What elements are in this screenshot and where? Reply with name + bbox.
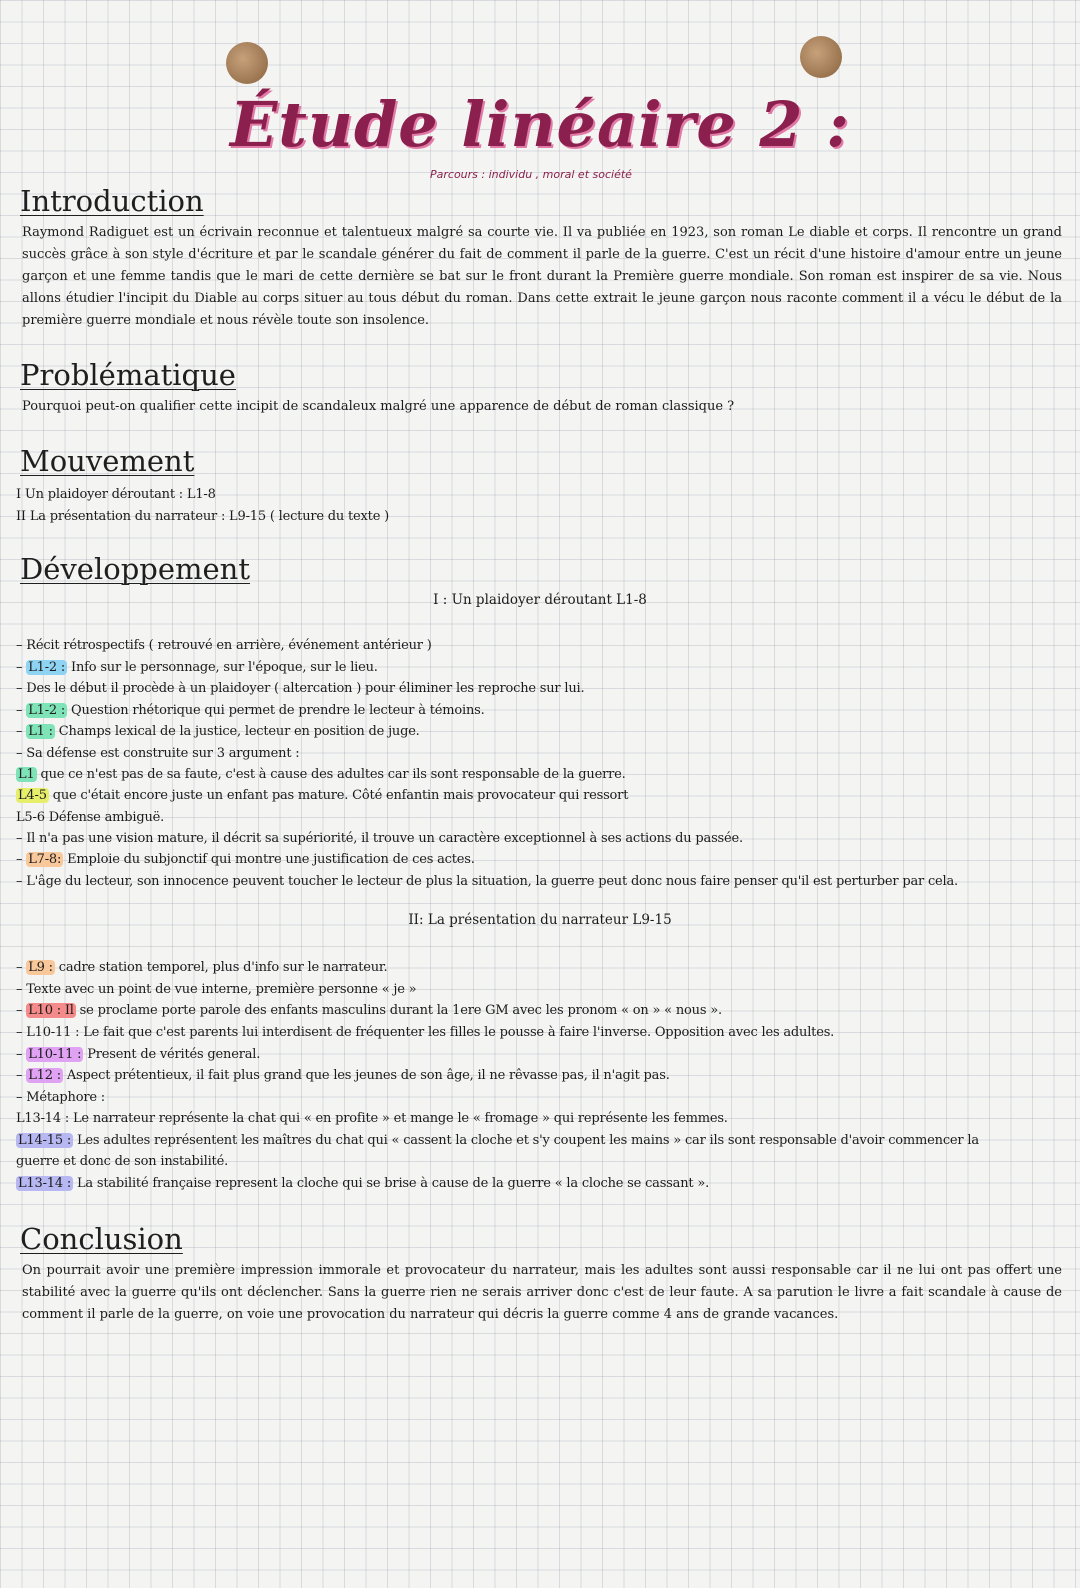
list-item: – L12 : Aspect prétentieux, il fait plus grand que les jeunes de son âge, il ne rêvasse pas, il n'agit pas.: [16, 1068, 670, 1083]
mouvement-item-number: II: [16, 509, 26, 524]
list-item: – Sa défense est construite sur 3 argument :: [16, 746, 300, 761]
line-ref-tag: L14-15 :: [18, 1133, 72, 1148]
list-item: L1 que ce n'est pas de sa faute, c'est à cause des adultes car ils sont responsable de la guerre.: [18, 767, 626, 782]
line-ref-tag: L12 :: [28, 1068, 61, 1083]
mouvement-heading: Mouvement: [20, 444, 195, 478]
list-item: L13-14 : Le narrateur représente la chat qui « en profite » et mange le « fromage » qui représente les femmes.: [16, 1111, 728, 1126]
problematique-heading: Problématique: [20, 358, 236, 392]
developpement-heading: Développement: [20, 552, 250, 586]
part1-title: I : Un plaidoyer déroutant L1-8: [433, 592, 647, 608]
problematique-text: Pourquoi peut-on qualifier cette incipit de scandaleux malgré une apparence de début de roman classique ?: [22, 399, 735, 414]
page-subtitle: Parcours : individu , moral et société: [430, 168, 632, 181]
line-ref-tag: L10-11 :: [28, 1047, 82, 1062]
list-item: L14-15 : Les adultes représentent les maîtres du chat qui « cassent la cloche et s'y coupent les mains » car ils sont responsable d'avoir commencer la: [18, 1133, 979, 1148]
line-ref-tag: L7-8:: [28, 852, 62, 867]
mouvement-item-text: Un plaidoyer déroutant : L1-8: [24, 487, 216, 502]
conclusion-text: On pourrait avoir une première impression immorale et provocateur du narrateur, mais les adultes sont aussi responsable car il ne lui ont pas offert une stabilité avec la guerre qu'ils ont déclencher. Sans la guerre rien ne serais arriver donc c'est de leur faute. A sa parution le livre a fait scandale à cause de comment il parle de la guerre, on voie une provocation du narrateur qui décris la guerre comme 4 ans de grande vacances.: [22, 1263, 1062, 1322]
list-item: – L10-11 : Le fait que c'est parents lui interdisent de fréquenter les filles le pousse à faire l'inverse. Opposition avec les adultes.: [16, 1025, 835, 1040]
binder-hole-right: [800, 36, 842, 78]
list-item: – Récit rétrospectifs ( retrouvé en arrière, événement antérieur ): [16, 638, 432, 653]
list-item: L5-6 Défense ambiguë.: [16, 810, 165, 825]
list-item: – L1-2 : Info sur le personnage, sur l'époque, sur le lieu.: [16, 660, 378, 675]
part2-title: II: La présentation du narrateur L9-15: [408, 912, 672, 928]
mouvement-item-2: [16, 507, 389, 527]
list-item: – Métaphore :: [16, 1090, 105, 1105]
line-ref-tag: L4-5: [18, 788, 47, 803]
line-ref-tag: L1-2 :: [28, 703, 66, 718]
page-title: Étude linéaire 2 :: [229, 88, 851, 161]
list-item: guerre et donc de son instabilité.: [16, 1154, 228, 1169]
list-item: – L1-2 : Question rhétorique qui permet de prendre le lecteur à témoins.: [16, 703, 485, 718]
conclusion-heading: Conclusion: [20, 1222, 183, 1256]
list-item: – L'âge du lecteur, son innocence peuvent toucher le lecteur de plus la situation, la guerre peut donc nous faire penser qu'il est perturber par cela.: [16, 874, 958, 889]
introduction-heading: Introduction: [20, 184, 204, 218]
line-ref-tag: L13-14 :: [18, 1176, 72, 1191]
list-item: – Il n'a pas une vision mature, il décrit sa supériorité, il trouve un caractère exceptionnel à ses actions du passée.: [16, 831, 743, 846]
line-ref-tag: L1-2 :: [28, 660, 66, 675]
introduction-text: Raymond Radiguet est un écrivain reconnue et talentueux malgré sa courte vie. Il va publiée en 1923, son roman Le diable et corps. Il rencontre un grand succès grâce à son style d'écriture et par le scandale générer du fait de comment il parle de la guerre. C'est un récit d'une histoire d'amour entre un jeune garçon et une femme tandis que le mari de cette dernière se bat sur le front durant la Première guerre mondiale. Son roman est inspirer de sa vie. Nous allons étudier l'incipit du Diable au corps situer au tous début du roman. Dans cette extrait le jeune garçon nous raconte comment il a vécu le début de la première guerre mondiale et nous révèle toute son insolence.: [22, 225, 1062, 328]
list-item: – L10-11 : Present de vérités general.: [16, 1047, 261, 1062]
list-item: – Des le début il procède à un plaidoyer ( altercation ) pour éliminer les reproche sur lui.: [16, 681, 585, 696]
list-item: L4-5 que c'était encore juste un enfant pas mature. Côté enfantin mais provocateur qui ressort: [18, 788, 629, 803]
line-ref-tag: L10 : Il: [28, 1003, 74, 1018]
binder-hole-left: [226, 42, 268, 84]
mouvement-item-1: [16, 485, 216, 505]
line-ref-tag: L9 :: [28, 960, 53, 975]
mouvement-item-number: I: [16, 487, 21, 502]
mouvement-item-text: La présentation du narrateur : L9-15 ( lecture du texte ): [29, 509, 390, 524]
line-ref-tag: L1 :: [28, 724, 53, 739]
list-item: – L7-8: Emploie du subjonctif qui montre une justification de ces actes.: [16, 852, 475, 867]
list-item: – L10 : Il se proclame porte parole des enfants masculins durant la 1ere GM avec les pronom « on » « nous ».: [16, 1003, 722, 1018]
list-item: L13-14 : La stabilité française represent la cloche qui se brise à cause de la guerre « la cloche se cassant ».: [18, 1176, 710, 1191]
list-item: – L9 : cadre station temporel, plus d'info sur le narrateur.: [16, 960, 388, 975]
line-ref-tag: L1: [18, 767, 35, 782]
list-item: – Texte avec un point de vue interne, première personne « je »: [16, 982, 417, 997]
list-item: – L1 : Champs lexical de la justice, lecteur en position de juge.: [16, 724, 420, 739]
